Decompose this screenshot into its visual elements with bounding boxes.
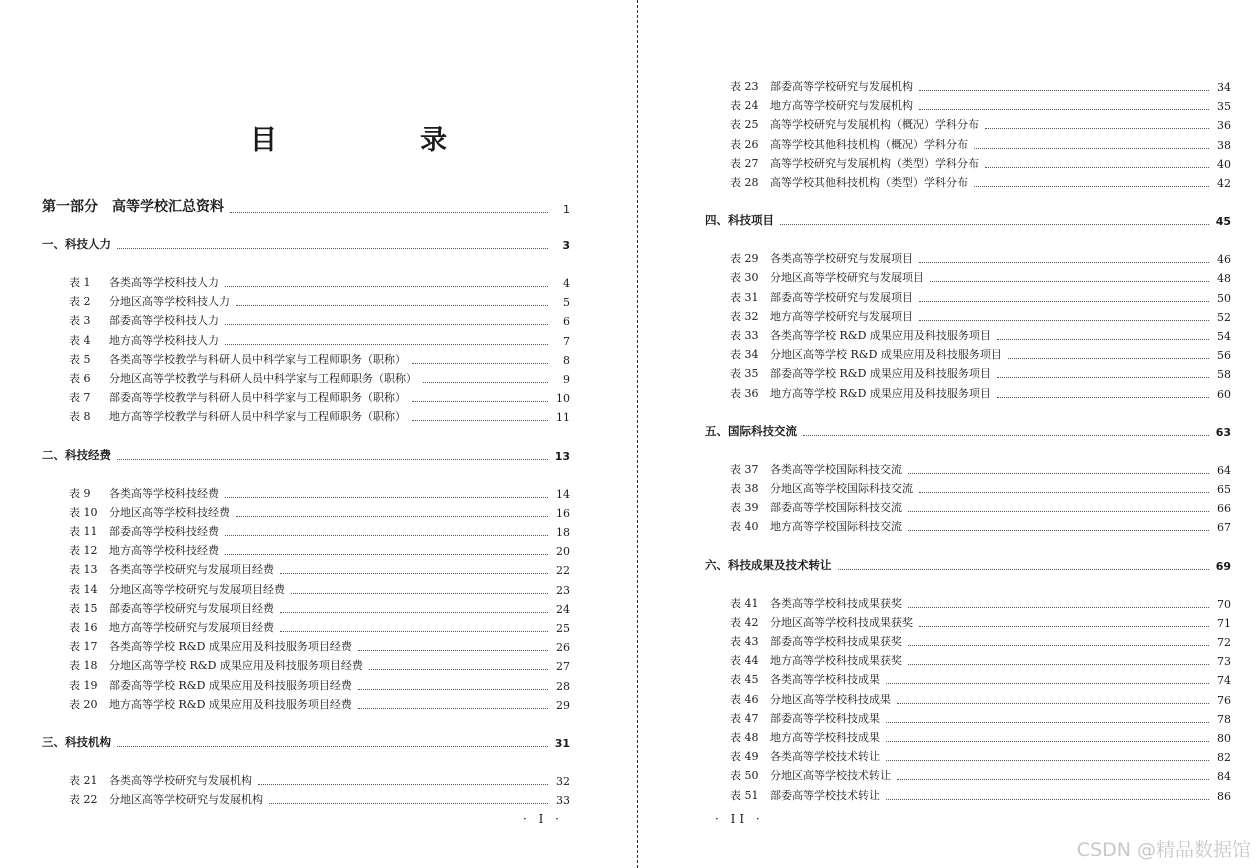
toc-entry-number: 表 28 (730, 176, 759, 189)
dot-leader (225, 343, 548, 345)
dot-leader (897, 702, 1209, 704)
toc-entry (705, 787, 1231, 803)
toc-page-number: 16 (556, 506, 570, 520)
toc-entry-title: 高等学校研究与发展机构（概况）学科分布 (770, 118, 979, 132)
toc-entry-number: 表 16 (69, 621, 98, 634)
toc-entry (42, 504, 570, 520)
dot-leader (358, 688, 548, 690)
toc-entry-number: 表 31 (730, 290, 759, 304)
toc-entry-number: 表 37 (730, 462, 759, 476)
toc-entry-number: 表 7 (69, 391, 91, 405)
toc-entry (705, 97, 1231, 113)
dot-leader (412, 419, 548, 421)
toc-entry-title: 分地区高等学校科技人力 (109, 295, 230, 309)
toc-entry-title: 分地区高等学校科技成果 (770, 692, 891, 706)
toc-page-number: 82 (1217, 751, 1231, 765)
toc-entry-title: 分地区高等学校研究与发展项目经费 (109, 582, 285, 596)
toc-page-number: 58 (1217, 368, 1231, 382)
toc-page-number: 71 (1217, 616, 1231, 630)
toc-entry-number: 表 50 (730, 769, 759, 783)
toc-page-number: 7 (563, 334, 570, 348)
toc-entry-title: 部委高等学校研究与发展项目 (770, 290, 913, 304)
toc-entry-title: 各类高等学校研究与发展项目 (770, 252, 913, 266)
dot-leader (280, 611, 548, 613)
dot-leader (412, 362, 548, 364)
toc-entry-number: 表 24 (730, 99, 759, 113)
toc-page-number: 78 (1217, 712, 1231, 726)
toc-entry (42, 696, 570, 712)
toc-entry (42, 523, 570, 539)
toc-page-number: 22 (556, 564, 570, 578)
toc-entry (705, 78, 1231, 94)
dot-leader (225, 285, 548, 287)
toc-entry-title: 地方高等学校研究与发展项目经费 (109, 621, 274, 634)
toc-entry-title: 部委高等学校科技经费 (109, 525, 219, 538)
toc-page-number: 29 (556, 698, 570, 712)
toc-entry-title: 第一部分 高等学校汇总资料 (42, 199, 224, 215)
toc-entry-title: 部委高等学校研究与发展机构 (770, 80, 913, 93)
toc-page-number: 1 (563, 203, 570, 216)
dot-leader (780, 223, 1209, 225)
toc-section-heading (42, 447, 570, 463)
toc-entry (705, 480, 1231, 496)
toc-entry-title: 分地区高等学校国际科技交流 (770, 482, 913, 495)
toc-entry-title: 地方高等学校科技成果 (770, 731, 880, 744)
toc-entry-title: 地方高等学校教学与科研人员中科学家与工程师职务（职称） (109, 410, 406, 424)
toc-page-number: 63 (1215, 425, 1231, 439)
toc-entry (705, 614, 1231, 630)
toc-entry (705, 155, 1231, 171)
toc-page-number: 8 (563, 353, 570, 367)
toc-page-number: 34 (1217, 81, 1231, 94)
toc-page-number: 65 (1217, 483, 1231, 496)
toc-entry-number: 表 26 (730, 137, 759, 151)
toc-page-number: 40 (1217, 157, 1231, 171)
toc-page-number: 54 (1217, 330, 1231, 343)
toc-entry-title: 部委高等学校国际科技交流 (770, 501, 902, 515)
toc-entry (705, 691, 1231, 707)
toc-page-number: 86 (1217, 789, 1231, 803)
dot-leader (974, 185, 1209, 187)
dot-leader (358, 707, 548, 709)
toc-entry (42, 389, 570, 405)
toc-entry (705, 250, 1231, 266)
toc-entry (705, 710, 1231, 726)
toc-page-number: 72 (1217, 636, 1231, 649)
right-page-number: · II · (715, 812, 764, 826)
toc-entry-title: 部委高等学校 R&D 成果应用及科技服务项目经费 (109, 678, 352, 692)
toc-entry-title: 各类高等学校 R&D 成果应用及科技服务项目 (770, 329, 991, 342)
toc-entry-number: 表 6 (69, 372, 91, 385)
dot-leader (930, 280, 1209, 282)
toc-entry-number: 表 30 (730, 271, 759, 285)
dot-leader (919, 89, 1209, 91)
toc-page-number: 38 (1217, 138, 1231, 152)
dot-leader (919, 108, 1209, 110)
dot-leader (412, 400, 548, 402)
toc-section-heading (705, 423, 1231, 439)
dot-leader (291, 592, 548, 594)
toc-page-number: 23 (556, 583, 570, 597)
page-divider (637, 0, 638, 868)
toc-entry-title: 地方高等学校科技人力 (109, 333, 219, 347)
toc-entry-number: 表 46 (730, 692, 759, 706)
dot-leader (225, 496, 548, 498)
dot-leader (997, 396, 1209, 398)
toc-section-heading (42, 236, 570, 252)
toc-entry-number: 表 43 (730, 635, 759, 648)
toc-entry (42, 351, 570, 367)
toc-entry-number: 表 38 (730, 482, 759, 495)
dot-leader (358, 649, 548, 651)
toc-entry-title: 各类高等学校科技成果 (770, 673, 880, 687)
toc-entry (42, 274, 570, 290)
dot-leader (919, 491, 1209, 493)
dot-leader (886, 721, 1209, 723)
dot-leader (1008, 357, 1209, 359)
toc-entry-title: 各类高等学校研究与发展项目经费 (109, 563, 274, 577)
toc-entry-title: 六、科技成果及技术转让 (705, 557, 832, 572)
dot-leader (236, 515, 548, 517)
dot-leader (803, 434, 1209, 436)
toc-page-number: 66 (1217, 502, 1231, 516)
toc-entry-number: 表 3 (69, 314, 91, 328)
dot-leader (230, 211, 548, 213)
toc-entry-title: 地方高等学校国际科技交流 (770, 520, 902, 534)
toc-entry (705, 767, 1231, 783)
toc-entry-title: 地方高等学校科技经费 (109, 544, 219, 558)
dot-leader (908, 510, 1209, 512)
toc-entry (42, 485, 570, 501)
toc-page-number: 9 (563, 373, 570, 386)
toc-page-number: 28 (556, 679, 570, 693)
dot-leader (919, 319, 1209, 321)
toc-entry (705, 289, 1231, 305)
toc-entry-number: 表 47 (730, 711, 759, 725)
dot-leader (369, 668, 548, 670)
toc-entry (705, 308, 1231, 324)
toc-entry-number: 表 18 (69, 659, 98, 673)
toc-entry-number: 表 49 (730, 750, 759, 764)
toc-page-number: 25 (556, 622, 570, 635)
toc-entry-title: 分地区高等学校科技经费 (109, 505, 230, 519)
toc-entry (705, 633, 1231, 649)
toc-entry-number: 表 11 (69, 525, 98, 538)
dot-leader (908, 663, 1209, 665)
toc-entry-title: 部委高等学校技术转让 (770, 788, 880, 802)
toc-entry (705, 595, 1231, 611)
toc-entry-title: 二、科技经费 (42, 447, 111, 462)
toc-page-number: 31 (554, 737, 570, 750)
dot-leader (919, 300, 1209, 302)
toc-entry-number: 表 1 (69, 276, 91, 289)
toc-entry (705, 461, 1231, 477)
toc-entry (705, 385, 1231, 401)
dot-leader (225, 553, 548, 555)
toc-section-heading (42, 734, 570, 750)
toc-entry-number: 表 19 (69, 678, 98, 692)
toc-entry-title: 高等学校其他科技机构（概况）学科分布 (770, 137, 968, 151)
toc-page-number: 13 (554, 449, 570, 463)
toc-page-number: 24 (556, 602, 570, 616)
toc-entry-title: 地方高等学校科技成果获奖 (770, 654, 902, 668)
toc-page-number: 11 (556, 411, 570, 425)
toc-entry-number: 表 32 (730, 309, 759, 323)
dot-leader (886, 798, 1209, 800)
toc-entry (705, 748, 1231, 764)
toc-entry-title: 分地区高等学校教学与科研人员中科学家与工程师职务（职称） (109, 372, 417, 385)
toc-page-number: 50 (1217, 291, 1231, 305)
toc-page-number: 80 (1217, 732, 1231, 745)
toc-entry (42, 619, 570, 635)
toc-page-number: 76 (1217, 693, 1231, 707)
toc-entry-number: 表 21 (69, 774, 98, 787)
dot-leader (423, 381, 548, 383)
toc-entry-number: 表 5 (69, 352, 91, 366)
toc-entry-title: 各类高等学校科技成果获奖 (770, 596, 902, 610)
toc-page-number: 45 (1215, 215, 1231, 229)
toc-page-number: 10 (556, 392, 570, 406)
dot-leader (258, 783, 548, 785)
dot-leader (269, 802, 548, 804)
toc-entry (705, 671, 1231, 687)
toc-entry (42, 293, 570, 309)
dot-leader (117, 745, 548, 747)
toc-page-number: 5 (563, 296, 570, 310)
toc-entry-number: 表 48 (730, 731, 759, 744)
toc-entry-number: 表 2 (69, 295, 91, 309)
toc-entry (705, 346, 1231, 362)
toc-entry-title: 一、科技人力 (42, 237, 111, 251)
toc-entry-number: 表 10 (69, 505, 98, 519)
toc-entry (42, 370, 570, 386)
dot-leader (280, 572, 548, 574)
toc-page-number: 4 (563, 277, 570, 290)
toc-entry-title: 部委高等学校科技人力 (109, 314, 219, 328)
toc-entry (705, 136, 1231, 152)
toc-page-number: 35 (1217, 100, 1231, 114)
toc-entry-title: 分地区高等学校研究与发展项目 (770, 271, 924, 285)
toc-entry-number: 表 20 (69, 697, 98, 711)
toc-entry (705, 269, 1231, 285)
dot-leader (997, 376, 1209, 378)
toc-entry-number: 表 33 (730, 329, 759, 342)
toc-page-number: 56 (1217, 349, 1231, 363)
toc-section-heading (705, 557, 1231, 573)
toc-page-number: 36 (1217, 119, 1231, 133)
toc-entry-title: 分地区高等学校研究与发展机构 (109, 793, 263, 807)
dot-leader (985, 166, 1209, 168)
toc-page-number: 33 (556, 794, 570, 808)
dot-leader (908, 606, 1209, 608)
toc-entry (705, 365, 1231, 381)
toc-entry-title: 部委高等学校科技成果 (770, 711, 880, 725)
toc-entry-number: 表 39 (730, 501, 759, 515)
toc-entry-number: 表 34 (730, 348, 759, 362)
toc-entry-title: 高等学校其他科技机构（类型）学科分布 (770, 176, 968, 189)
dot-leader (919, 261, 1209, 263)
toc-entry-number: 表 15 (69, 601, 98, 615)
dot-leader (117, 247, 548, 249)
toc-entry (42, 542, 570, 558)
toc-entry-title: 部委高等学校研究与发展项目经费 (109, 601, 274, 615)
dot-leader (236, 304, 548, 306)
toc-entry (42, 791, 570, 807)
toc-entry-number: 表 27 (730, 156, 759, 170)
toc-entry-number: 表 29 (730, 252, 759, 266)
toc-entry-title: 部委高等学校科技成果获奖 (770, 635, 902, 648)
toc-part-heading (42, 196, 570, 216)
toc-entry-number: 表 9 (69, 486, 91, 500)
toc-entry-title: 各类高等学校国际科技交流 (770, 462, 902, 476)
toc-entry (42, 638, 570, 654)
toc-page-number: 46 (1217, 253, 1231, 267)
toc-page-number: 32 (556, 775, 570, 788)
toc-page-number: 67 (1217, 521, 1231, 535)
toc-entry-title: 高等学校研究与发展机构（类型）学科分布 (770, 156, 979, 170)
toc-entry (42, 332, 570, 348)
toc-entry-title: 部委高等学校教学与科研人员中科学家与工程师职务（职称） (109, 391, 406, 405)
toc-entry (42, 408, 570, 424)
toc-entry-number: 表 14 (69, 582, 98, 596)
toc-entry (42, 561, 570, 577)
dot-leader (117, 458, 548, 460)
toc-entry-number: 表 45 (730, 673, 759, 687)
toc-entry-title: 各类高等学校教学与科研人员中科学家与工程师职务（职称） (109, 352, 406, 366)
toc-entry (705, 327, 1231, 343)
toc-page-number: 14 (556, 487, 570, 501)
toc-entry-number: 表 17 (69, 640, 98, 654)
watermark: CSDN @精品数据馆 (1076, 839, 1251, 861)
dot-leader (225, 534, 548, 536)
dot-leader (985, 127, 1209, 129)
toc-entry (42, 600, 570, 616)
toc-entry-number: 表 22 (69, 793, 98, 807)
toc-page-number: 48 (1217, 272, 1231, 286)
toc-entry (705, 116, 1231, 132)
toc-page-number: 60 (1217, 387, 1231, 401)
toc-entry-title: 各类高等学校 R&D 成果应用及科技服务项目经费 (109, 640, 352, 654)
toc-entry-title: 地方高等学校研究与发展项目 (770, 309, 913, 323)
dot-leader (908, 529, 1209, 531)
toc-entry-number: 表 4 (69, 333, 91, 347)
toc-page-number: 74 (1217, 674, 1231, 688)
toc-entry-title: 分地区高等学校 R&D 成果应用及科技服务项目经费 (109, 659, 363, 673)
dot-leader (886, 759, 1209, 761)
toc-entry-number: 表 13 (69, 563, 98, 577)
dot-leader (908, 472, 1209, 474)
toc-entry-number: 表 42 (730, 615, 759, 629)
toc-page-number: 84 (1217, 770, 1231, 784)
toc-entry-title: 地方高等学校 R&D 成果应用及科技服务项目 (770, 386, 991, 400)
toc-entry (705, 652, 1231, 668)
toc-page-number: 18 (556, 526, 570, 539)
toc-entry-number: 表 44 (730, 654, 759, 668)
toc-entry (42, 312, 570, 328)
toc-entry (42, 677, 570, 693)
toc-entry-title: 各类高等学校研究与发展机构 (109, 774, 252, 787)
toc-entry-number: 表 23 (730, 80, 759, 93)
toc-entry (42, 581, 570, 597)
dot-leader (908, 644, 1209, 646)
toc-entry (705, 729, 1231, 745)
toc-entry-number: 表 8 (69, 410, 91, 424)
toc-entry (705, 499, 1231, 515)
dot-leader (997, 338, 1209, 340)
dot-leader (280, 630, 548, 632)
dot-leader (897, 778, 1209, 780)
dot-leader (225, 323, 548, 325)
toc-page-number: 26 (556, 641, 570, 655)
toc-entry (42, 657, 570, 673)
dot-leader (974, 147, 1209, 149)
toc-entry-title: 分地区高等学校 R&D 成果应用及科技服务项目 (770, 348, 1002, 362)
toc-entry-number: 表 35 (730, 367, 759, 381)
toc-entry-number: 表 51 (730, 788, 759, 802)
toc-entry-title: 四、科技项目 (705, 213, 774, 228)
toc-entry-number: 表 12 (69, 544, 98, 558)
toc-page-number: 3 (562, 239, 570, 252)
page-title: 目 录 (250, 125, 505, 156)
toc-entry-number: 表 40 (730, 520, 759, 534)
toc-page-number: 20 (556, 545, 570, 559)
toc-entry-number: 表 41 (730, 596, 759, 610)
dot-leader (919, 625, 1209, 627)
toc-entry-title: 地方高等学校研究与发展机构 (770, 99, 913, 113)
toc-entry-title: 分地区高等学校技术转让 (770, 769, 891, 783)
toc-entry-number: 表 36 (730, 386, 759, 400)
toc-page-number: 6 (563, 315, 570, 329)
toc-entry (42, 772, 570, 788)
toc-page-number: 52 (1217, 310, 1231, 324)
toc-page-number: 42 (1217, 177, 1231, 190)
dot-leader (838, 568, 1210, 570)
toc-entry-title: 各类高等学校科技人力 (109, 276, 219, 289)
toc-entry-title: 部委高等学校 R&D 成果应用及科技服务项目 (770, 367, 991, 381)
toc-entry-title: 三、科技机构 (42, 735, 111, 749)
toc-entry-title: 五、国际科技交流 (705, 423, 797, 438)
toc-section-heading (705, 212, 1231, 228)
toc-page-number: 64 (1217, 463, 1231, 477)
toc-entry (705, 518, 1231, 534)
toc-entry-number: 表 25 (730, 118, 759, 132)
toc-entry-title: 地方高等学校 R&D 成果应用及科技服务项目经费 (109, 697, 352, 711)
left-page-number: · I · (523, 812, 563, 826)
toc-page-number: 69 (1215, 559, 1231, 573)
toc-page-number: 27 (556, 660, 570, 674)
toc-entry (705, 174, 1231, 190)
toc-entry-title: 各类高等学校技术转让 (770, 750, 880, 764)
toc-page-number: 70 (1217, 597, 1231, 611)
toc-entry-title: 各类高等学校科技经费 (109, 486, 219, 500)
dot-leader (886, 740, 1209, 742)
toc-page-number: 73 (1217, 655, 1231, 669)
dot-leader (886, 682, 1209, 684)
toc-entry-title: 分地区高等学校科技成果获奖 (770, 615, 913, 629)
